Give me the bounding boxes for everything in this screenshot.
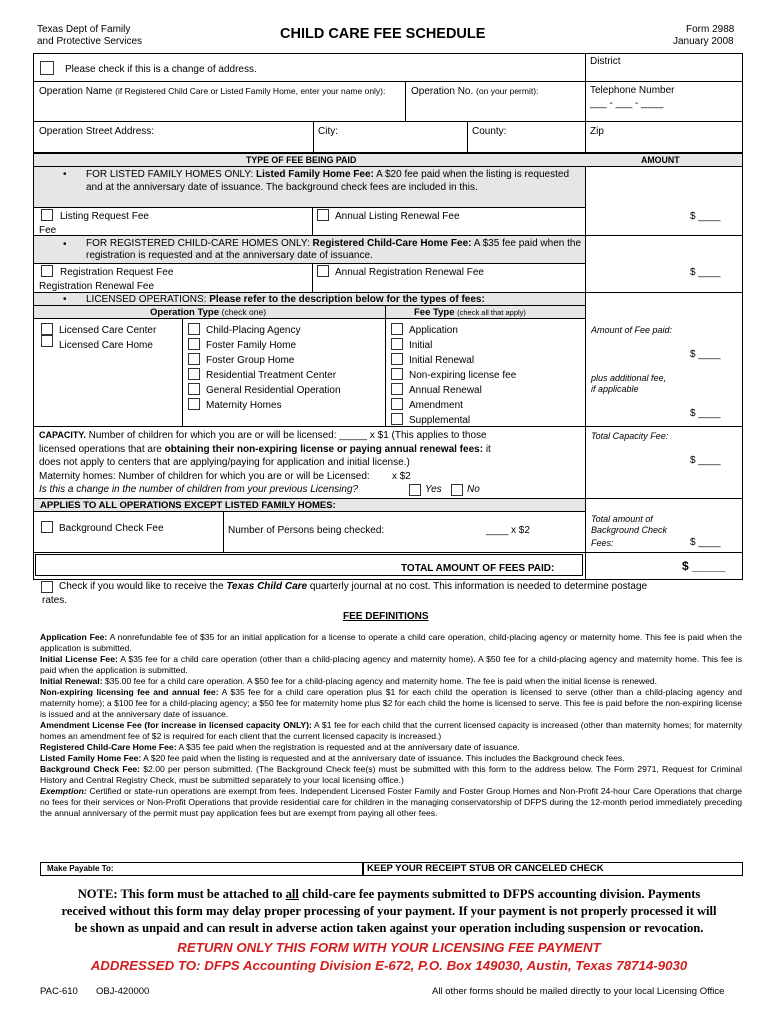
licensed-care-center-checkbox[interactable] [41, 323, 53, 335]
additional-fee-label: plus additional fee, [591, 373, 667, 383]
annual-registration-renewal-label: Annual Registration Renewal Fee [335, 267, 484, 278]
bullet: • [63, 294, 67, 305]
child-placing-agency-checkbox[interactable] [188, 323, 200, 335]
agency-name-line1: Texas Dept of Family [37, 24, 131, 35]
definition-item: Initial License Fee: A $35 fee for a child care operation (other than a child-placing agency and maternity home). A $50 fee for a child-placing agency and maternity home. This fee is paid when the application is submitted. [40, 654, 742, 675]
registered-amount-field[interactable]: $ ____ [690, 267, 721, 278]
operation-type-header: Operation Type (check one) [150, 307, 267, 318]
registration-renewal-fee-label: Registration Renewal Fee [39, 281, 155, 292]
application-fee-checkbox[interactable] [391, 323, 403, 335]
form-number: Form 2988 [686, 24, 735, 35]
address-change-checkbox[interactable] [40, 61, 54, 75]
background-check-fee-label: Background Check Fee [59, 523, 164, 534]
amendment-checkbox[interactable] [391, 398, 403, 410]
bullet: • [63, 169, 67, 180]
operation-name-label: Operation Name (if Registered Child Care or Listed Family Home, enter your name only): [39, 86, 386, 97]
agency-name-line2: and Protective Services [37, 36, 143, 47]
zip-label: Zip [590, 126, 604, 137]
district-label: District [590, 56, 621, 67]
foster-family-home-checkbox[interactable] [188, 338, 200, 350]
capacity-change-yes-checkbox[interactable] [409, 484, 421, 496]
amendment-label: Amendment [409, 400, 463, 411]
street-address-label: Operation Street Address: [39, 126, 155, 137]
background-amount-field[interactable]: $ ____ [690, 537, 721, 548]
total-background-label-2: Background Check [591, 525, 668, 535]
annual-listing-renewal-checkbox[interactable] [317, 209, 329, 221]
keep-receipt-text: KEEP YOUR RECEIPT STUB OR CANCELED CHECK [367, 863, 604, 874]
capacity-amount-field[interactable]: $ ____ [690, 455, 721, 466]
fee-type-header: Fee Type (check all that apply) [414, 307, 526, 318]
supplemental-checkbox[interactable] [391, 413, 403, 425]
total-fees-label: TOTAL AMOUNT OF FEES PAID: [401, 563, 555, 574]
page-title: CHILD CARE FEE SCHEDULE [280, 26, 486, 42]
registered-home-description: FOR REGISTERED CHILD-CARE HOMES ONLY: Registered Child-Care Home Fee: A $35 fee paid when the registration is requested and at the anniversary date of issuance. [86, 238, 582, 261]
persons-checked-label: Number of Persons being checked: [228, 525, 385, 536]
annual-listing-renewal-label: Annual Listing Renewal Fee [335, 211, 460, 222]
residential-treatment-center-label: Residential Treatment Center [206, 370, 337, 381]
capacity-change-no-label: No [467, 484, 480, 495]
address-change-label: Please check if this is a change of address. [65, 64, 257, 75]
city-label: City: [318, 126, 338, 137]
footer-code-2: OBJ-420000 [96, 986, 150, 997]
listing-request-fee-label: Listing Request Fee [60, 211, 149, 222]
foster-group-home-checkbox[interactable] [188, 353, 200, 365]
type-of-fee-header: TYPE OF FEE BEING PAID [246, 155, 357, 165]
application-label: Application [409, 325, 458, 336]
maternity-homes-label: Maternity Homes [206, 400, 282, 411]
licensed-care-center-label: Licensed Care Center [59, 325, 157, 336]
telephone-field[interactable]: ___ - ___ - ____ [590, 98, 664, 109]
initial-label: Initial [409, 340, 433, 351]
journal-checkbox[interactable] [41, 581, 53, 593]
total-capacity-fee-label: Total Capacity Fee: [591, 431, 669, 441]
maternity-homes-checkbox[interactable] [188, 398, 200, 410]
journal-text-2: rates. [42, 595, 68, 606]
note-block: NOTE: This form must be attached to all child-care fee payments submitted to DFPS accounting division. Payments received without this form may delay proper processing of your payment. If your payment is not properly processed it will be shown as unpaid and can result in adverse action taken against your operation including suspension or revocation. [61, 887, 717, 935]
initial-fee-checkbox[interactable] [391, 338, 403, 350]
licensed-care-home-checkbox[interactable] [41, 335, 53, 347]
make-payable-label: Make Payable To: [47, 864, 114, 873]
annual-registration-renewal-checkbox[interactable] [317, 265, 329, 277]
footer-mailing-note: All other forms should be mailed directly to your local Licensing Office [432, 986, 725, 997]
non-expiring-license-checkbox[interactable] [391, 368, 403, 380]
definition-item: Initial Renewal: $35.00 fee for a child care operation. A $50 fee for a child-placing agency and maternity home. The fee is paid when the initial license is renewed. [40, 676, 658, 686]
total-fees-field[interactable]: $ _____ [682, 559, 726, 573]
total-background-label-3: Fees: [591, 538, 614, 548]
definition-item: Exemption: Certified or state-run operations are exempt from fees. Independent Licensed Foster Family and Foster Group Homes and Non-Profit 24-hour Care Operations that charge no fees for their services or Non-Profit Operations that provide residential care for children in the managing conservatorship of DFPS during the 12-month period immediately preceding the annual anniversary of the permit must pay application fees but are exempt from paying all other fees. [40, 786, 742, 818]
footer-code-1: PAC-610 [40, 986, 78, 997]
listed-family-home-description: FOR LISTED FAMILY HOMES ONLY: Listed Family Home Fee: A $20 fee paid when the listing is requested and at the anniversary date of issuance. The background check fees are included in this. [86, 169, 570, 193]
definition-item: Background Check Fee: $2.00 per person submitted. (The Background Check fee(s) must be submitted with this form to the address below. The Form 2971, Request for Criminal History and Central Registry Check, must be submitted separately to your local licensing office.) [40, 764, 742, 785]
foster-family-home-label: Foster Family Home [206, 340, 297, 351]
bullet: • [63, 239, 67, 250]
annual-renewal-checkbox[interactable] [391, 383, 403, 395]
general-residential-operation-checkbox[interactable] [188, 383, 200, 395]
residential-treatment-center-checkbox[interactable] [188, 368, 200, 380]
non-expiring-license-label: Non-expiring license fee [409, 370, 517, 381]
definition-item: Listed Family Home Fee: A $20 fee paid when the listing is requested and at the anniversary date of issuance. This includes the Background check fees. [40, 753, 625, 763]
operation-no-label: Operation No. (on your permit): [411, 86, 539, 97]
amount-of-fee-label: Amount of Fee paid: [591, 325, 673, 335]
definition-item: Non-expiring licensing fee and annual fee: A $35 fee for a child care operation plus $1 for each child the operation is licensed to serve (other than a child-placing agency and maternity home); a $100 fee for a child-placing agency; a $50 fee for maternity home plus $2 for each child the home is licensed to serve. This fee is paid before the non-expiring license is issued and at the anniversary date of issuance. [40, 687, 742, 719]
child-placing-agency-label: Child-Placing Agency [206, 325, 301, 336]
definition-item: Amendment License Fee (for increase in licensed capacity ONLY): A $1 fee for each child that the current licensed capacity is increased (other than maternity homes; for maternity homes an amendment fee of $2 is required for each client that the current licensed capacity is increased.) [40, 720, 742, 741]
additional-fee-amount-field[interactable]: $ ____ [690, 408, 721, 419]
capacity-change-yes-label: Yes [425, 484, 442, 495]
registration-request-fee-checkbox[interactable] [41, 265, 53, 277]
definition-item: Application Fee: A nonrefundable fee of $35 for an initial application for a license to operate a child care operation, child-placing agency or maternity home. This fee is paid when the application is submitted. [40, 632, 742, 653]
licensed-care-home-label: Licensed Care Home [59, 340, 153, 351]
operation-no-field[interactable] [410, 96, 580, 118]
initial-renewal-checkbox[interactable] [391, 353, 403, 365]
foster-group-home-label: Foster Group Home [206, 355, 295, 366]
capacity-section: CAPACITY. Number of children for which you are or will be licensed: _____ x $1 (This applies to those licensed operations that are obtaining their non-expiring license or paying annual renewal fees: it does not apply to centers that are applying/paying for application and initial license.) Maternity homes: Number of children for which you are or will be Licensed: x $2 Is this a change in the number of children from your previous Licensing? [39, 430, 491, 495]
county-label: County: [472, 126, 507, 137]
journal-text: Check if you would like to receive the Texas Child Care quarterly journal at no cost. This information is needed to determine postage [59, 581, 648, 592]
amount-header: AMOUNT [641, 155, 680, 165]
annual-renewal-label: Annual Renewal [409, 385, 482, 396]
operation-name-field[interactable] [40, 83, 402, 119]
return-instructions: RETURN ONLY THIS FORM WITH YOUR LICENSING FEE PAYMENT ADDRESSED TO: DFPS Accounting Division E-672, P.O. Box 149030, Austin, Texas 78714-9030 [90, 940, 688, 973]
licensed-amount-field[interactable]: $ ____ [690, 349, 721, 360]
licensed-operations-heading: LICENSED OPERATIONS: Please refer to the description below for the types of fees: [86, 294, 485, 305]
general-residential-operation-label: General Residential Operation [206, 385, 341, 396]
telephone-label: Telephone Number [590, 85, 675, 96]
initial-renewal-label: Initial Renewal [409, 355, 475, 366]
supplemental-label: Supplemental [409, 415, 471, 426]
fee-definitions-body [40, 632, 742, 819]
listed-amount-field[interactable]: $ ____ [690, 211, 721, 222]
form-date: January 2008 [673, 36, 734, 47]
registration-request-fee-label: Registration Request Fee [60, 267, 174, 278]
total-background-label: Total amount of [591, 514, 653, 524]
additional-fee-label-2: if applicable [591, 384, 639, 394]
definition-item: Registered Child-Care Home Fee: A $35 fee paid when the registration is requested and at the anniversary date of issuance. [40, 742, 520, 752]
background-check-fee-checkbox[interactable] [41, 521, 53, 533]
listing-request-fee-checkbox[interactable] [41, 209, 53, 221]
fee-definitions-title: FEE DEFINITIONS [343, 611, 429, 622]
background-check-header: APPLIES TO ALL OPERATIONS EXCEPT LISTED FAMILY HOMES: [40, 500, 336, 511]
listing-request-fee-wrap: Fee [39, 225, 57, 236]
persons-checked-field[interactable]: ____ x $2 [486, 525, 530, 536]
capacity-change-no-checkbox[interactable] [451, 484, 463, 496]
